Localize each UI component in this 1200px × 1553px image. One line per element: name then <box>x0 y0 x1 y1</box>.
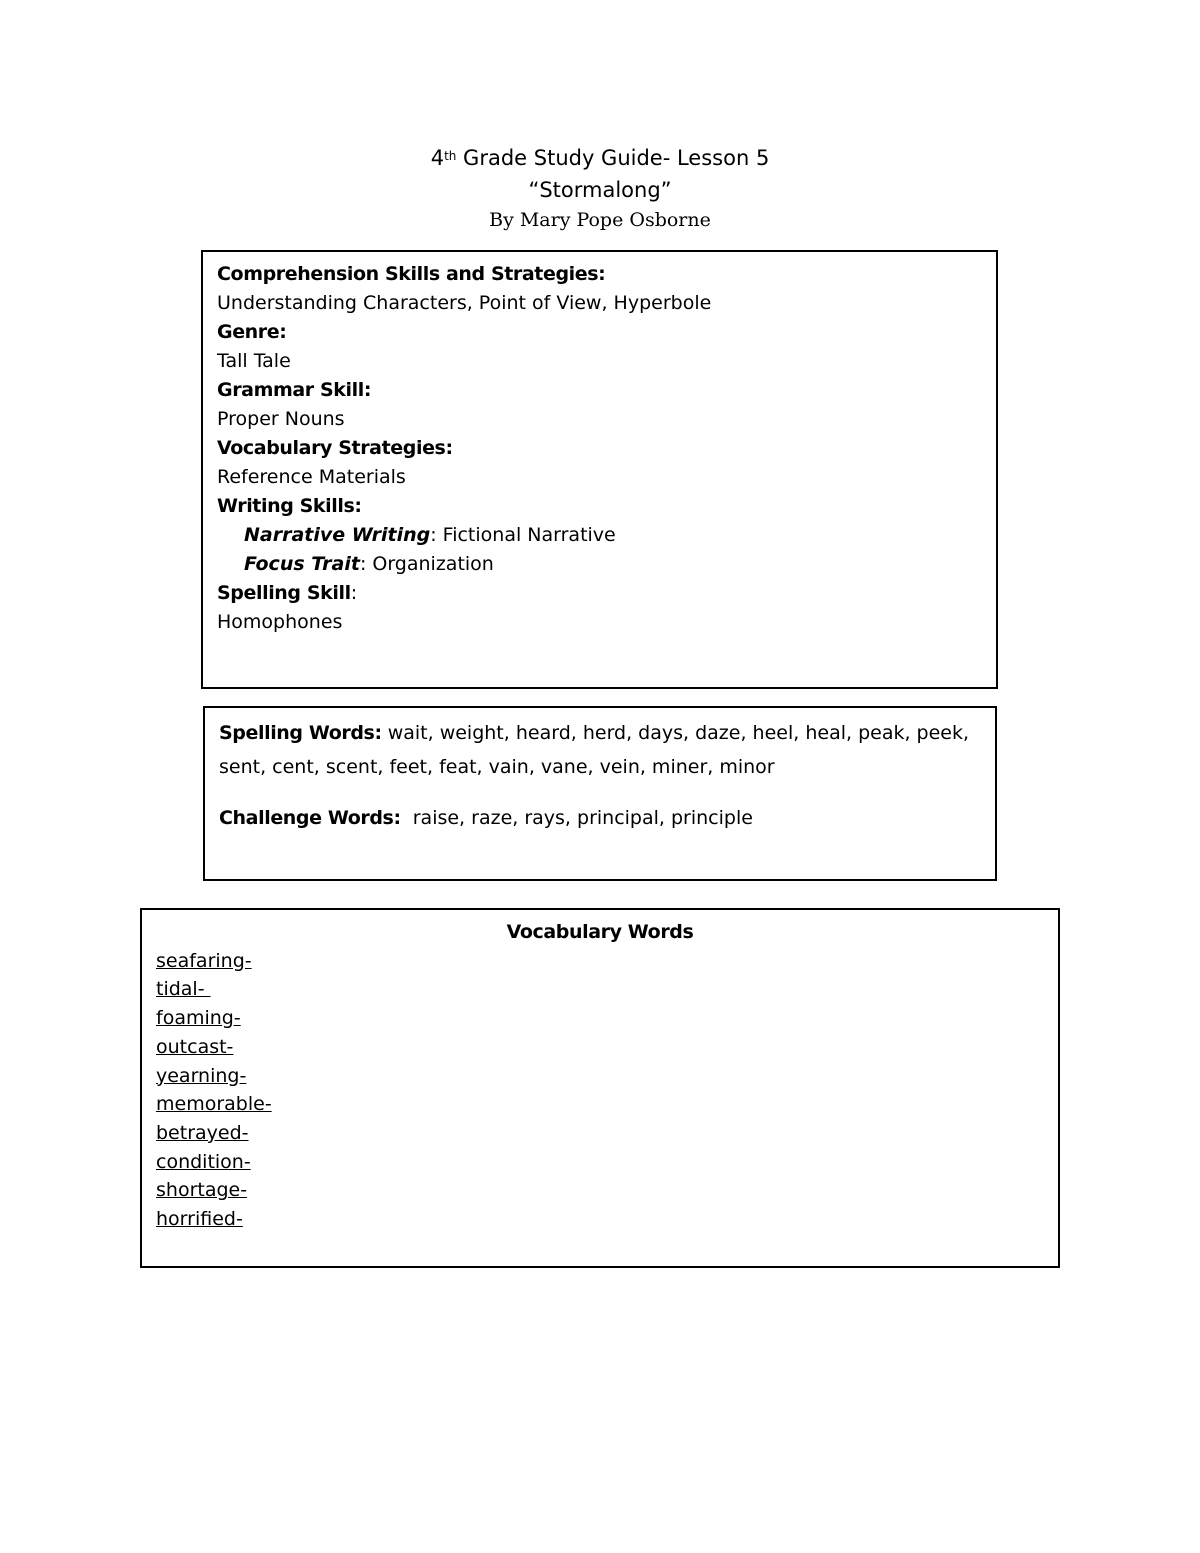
vocab-word: shortage- <box>156 1179 248 1202</box>
vocab-word: outcast- <box>156 1035 234 1058</box>
vocab-strategies-label: Vocabulary Strategies: <box>217 437 453 459</box>
author-line: By Mary Pope Osborne <box>489 209 711 231</box>
vocabulary-heading: Vocabulary Words <box>506 921 694 943</box>
writing-skills-label: Writing Skills: <box>217 495 362 517</box>
comprehension-label: Comprehension Skills and Strategies: <box>217 263 606 285</box>
document-header <box>0 142 1200 234</box>
spelling-skill-colon: : <box>350 582 358 604</box>
vocab-word: memorable- <box>156 1093 272 1116</box>
title-text: Grade Study Guide- Lesson 5 <box>456 146 770 170</box>
focus-trait-line <box>217 550 982 579</box>
challenge-words-value: raise, raze, rays, principal, principle <box>400 807 753 829</box>
spacer <box>219 784 981 801</box>
spelling-words-line-2: sent, cent, scent, feet, feat, vain, vane, vein, miner, minor <box>219 756 775 778</box>
spelling-skill-line <box>217 579 982 608</box>
narrative-writing-line <box>217 521 982 550</box>
skills-box <box>201 250 998 689</box>
spelling-box <box>203 706 997 881</box>
spelling-words-line-1 <box>219 716 981 750</box>
genre-value: Tall Tale <box>217 350 291 372</box>
vocab-word: tidal- <box>156 978 211 1001</box>
page-title <box>0 142 1200 174</box>
story-title: “Stormalong” <box>528 178 672 202</box>
vocab-word: yearning- <box>156 1064 247 1087</box>
grade-suffix: th <box>444 149 457 163</box>
vocab-word: betrayed- <box>156 1121 249 1144</box>
challenge-words-label: Challenge Words: <box>219 807 401 829</box>
vocab-word: horrified- <box>156 1208 243 1231</box>
vocab-word: foaming- <box>156 1007 241 1030</box>
vocab-word: seafaring- <box>156 949 252 972</box>
narrative-writing-label: Narrative Writing <box>244 524 431 546</box>
grammar-label: Grammar Skill: <box>217 379 372 401</box>
vocabulary-box <box>140 908 1060 1268</box>
vocab-word: condition- <box>156 1150 251 1173</box>
spelling-skill-label: Spelling Skill <box>217 582 351 604</box>
narrative-writing-value: : Fictional Narrative <box>430 524 616 546</box>
comprehension-value: Understanding Characters, Point of View, Hyperbole <box>217 292 712 314</box>
spelling-words-part-1: wait, weight, heard, herd, days, daze, heel, heal, peak, peek, <box>381 722 970 744</box>
grade-number: 4 <box>430 146 445 170</box>
spelling-words-label: Spelling Words: <box>219 722 382 744</box>
vocab-strategies-value: Reference Materials <box>217 466 406 488</box>
focus-trait-value: : Organization <box>359 553 494 575</box>
challenge-words-line <box>219 801 981 835</box>
grammar-value: Proper Nouns <box>217 408 345 430</box>
spelling-skill-value: Homophones <box>217 611 343 633</box>
genre-label: Genre: <box>217 321 287 343</box>
focus-trait-label: Focus Trait <box>244 553 360 575</box>
